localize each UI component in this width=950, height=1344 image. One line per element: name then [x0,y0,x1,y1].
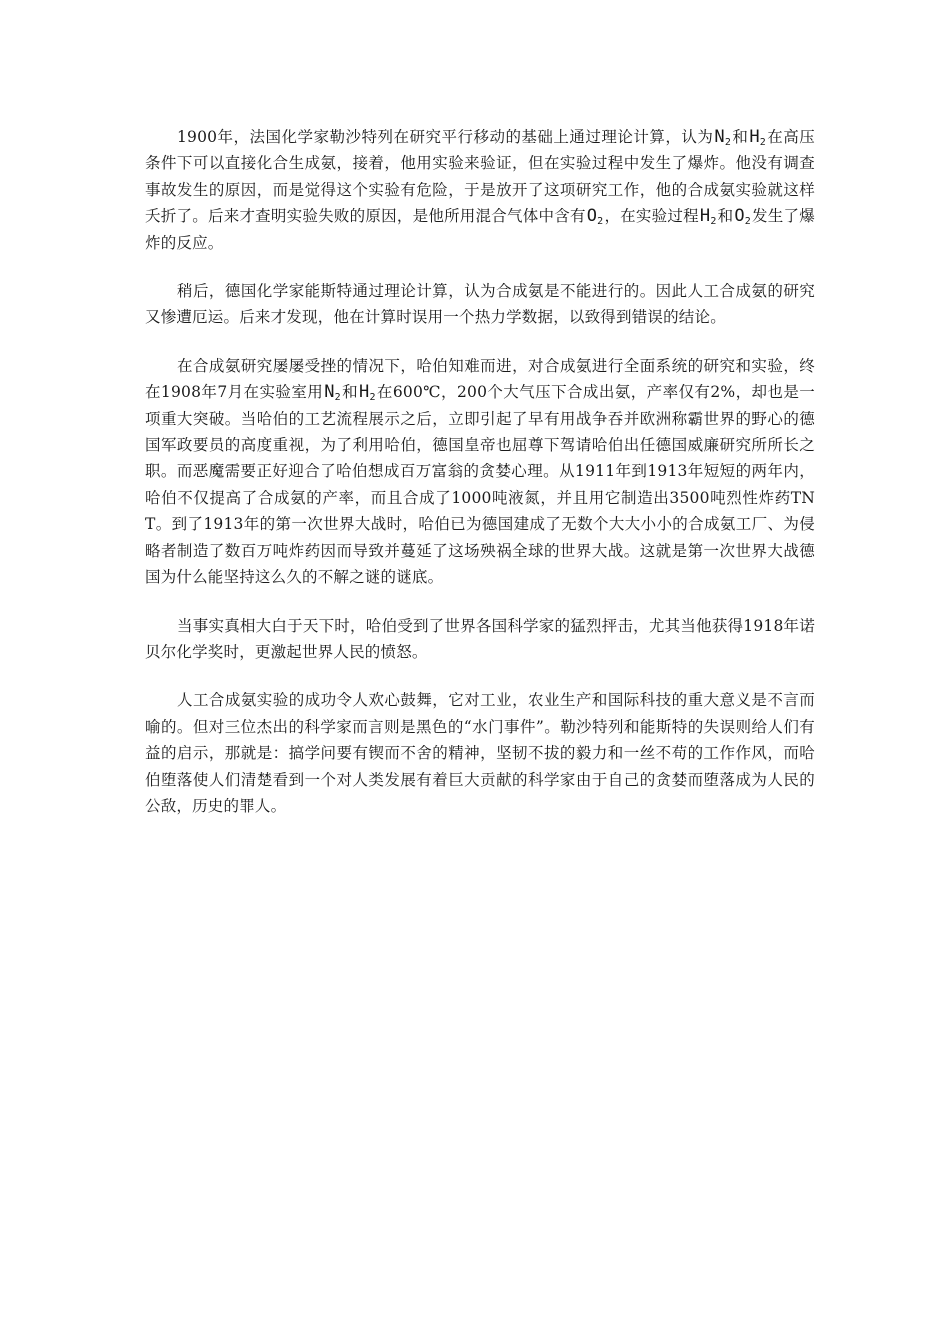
chemical-formula [733,206,752,226]
element-symbol: O [734,206,745,227]
subscript: 2 [759,137,767,148]
text-run: 和 [732,128,749,146]
text-run: 发生了爆炸的反应。 [145,207,815,252]
chemical-formula [323,382,342,402]
chemical-formula [358,382,377,402]
article-body [145,124,815,819]
element-symbol: H [749,127,760,147]
subscript: 2 [724,137,732,148]
text-run: 在高压条件下可以直接化合生成氨，接着，他用实验来验证，但在实验过程中发生了爆炸。他没有调查事故发生的原因，而是觉得这个实验有危险，于是放开了这项研究工作，他的合成氨实验就这样夭折了。后来才查明实验失败的原因，是他所用混合气体中含有 [145,128,815,226]
text-run: 和 [717,207,734,226]
element-symbol: H [699,206,711,227]
subscript: 2 [369,392,376,404]
text-run: 当事实真相大白于天下时，哈伯受到了世界各国科学家的猛烈抨击，尤其当他获得1918年诺贝尔化学奖时，更激起世界人民的愤怒。 [145,616,815,661]
text-run: ，在实验过程 [604,207,699,226]
chemical-formula [748,127,767,147]
text-run: 在合成氨研究屡屡受挫的情况下，哈伯知难而进，对合成氨进行全面系统的研究和实验，终在1908年7月在实验室用 [145,356,815,402]
paragraph-5 [145,687,815,819]
text-run: 和 [341,383,359,402]
chemical-formula [586,206,605,226]
subscript: 2 [334,392,341,404]
subscript: 2 [597,216,604,228]
chemical-formula [699,206,718,226]
text-run: 在600℃，200个大气压下合成出氨，产率仅有2%，却也是一项重大突破。当哈伯的工艺流程展示之后，立即引起了早有用战争吞并欧洲称霸世界的野心的德国军政要员的高度重视，为了利用哈伯，德国皇帝也屈尊下驾请哈伯出任德国威廉研究所所长之职。而恶魔需要正好迎合了哈伯想成百万富翁的贪婪心理。从1911年到1913年短短的两年内，哈伯不仅提高了合成氨的产率，而且合成了1000吨液氮，并且用它制造出3500吨烈性炸药TNT。到了1913年的第一次世界大战时，哈伯已为德国建成了无数个大大小小的合成氨工厂、为侵略者制造了数百万吨炸药因而导致并蔓延了这场殃祸全球的世界大战。这就是第一次世界大战德国为什么能坚持这么久的不解之谜的谜底。 [145,383,815,587]
element-symbol: N [714,127,725,147]
text-run: 人工合成氨实验的成功令人欢心鼓舞，它对工业，农业生产和国际科技的重大意义是不言而喻的。但对三位杰出的科学家而言则是黑色的“水门事件”。勒沙特列和能斯特的失误则给人们有益的启示，那就是：搞学问要有锲而不舍的精神，坚韧不拔的毅力和一丝不苟的工作作风，而哈伯堕落使人们清楚看到一个对人类发展有着巨大贡献的科学家由于自己的贪婪而堕落成为人民的公敌，历史的罪人。 [145,691,815,815]
paragraph-2 [145,278,815,331]
element-symbol: H [359,382,370,403]
subscript: 2 [744,216,752,228]
element-symbol: N [324,382,335,403]
paragraph-3 [145,353,815,591]
text-run: 1900年，法国化学家勒沙特列在研究平行移动的基础上通过理论计算，认为 [177,128,714,146]
text-run: 稍后，德国化学家能斯特通过理论计算，认为合成氨是不能进行的。因此人工合成氨的研究又惨遭厄运。后来才发现，他在计算时误用一个热力学数据，以致得到错误的结论。 [145,282,815,327]
paragraph-1 [145,124,815,256]
subscript: 2 [710,216,717,228]
element-symbol: O [586,206,598,227]
chemical-formula [713,127,732,147]
paragraph-4 [145,613,815,666]
